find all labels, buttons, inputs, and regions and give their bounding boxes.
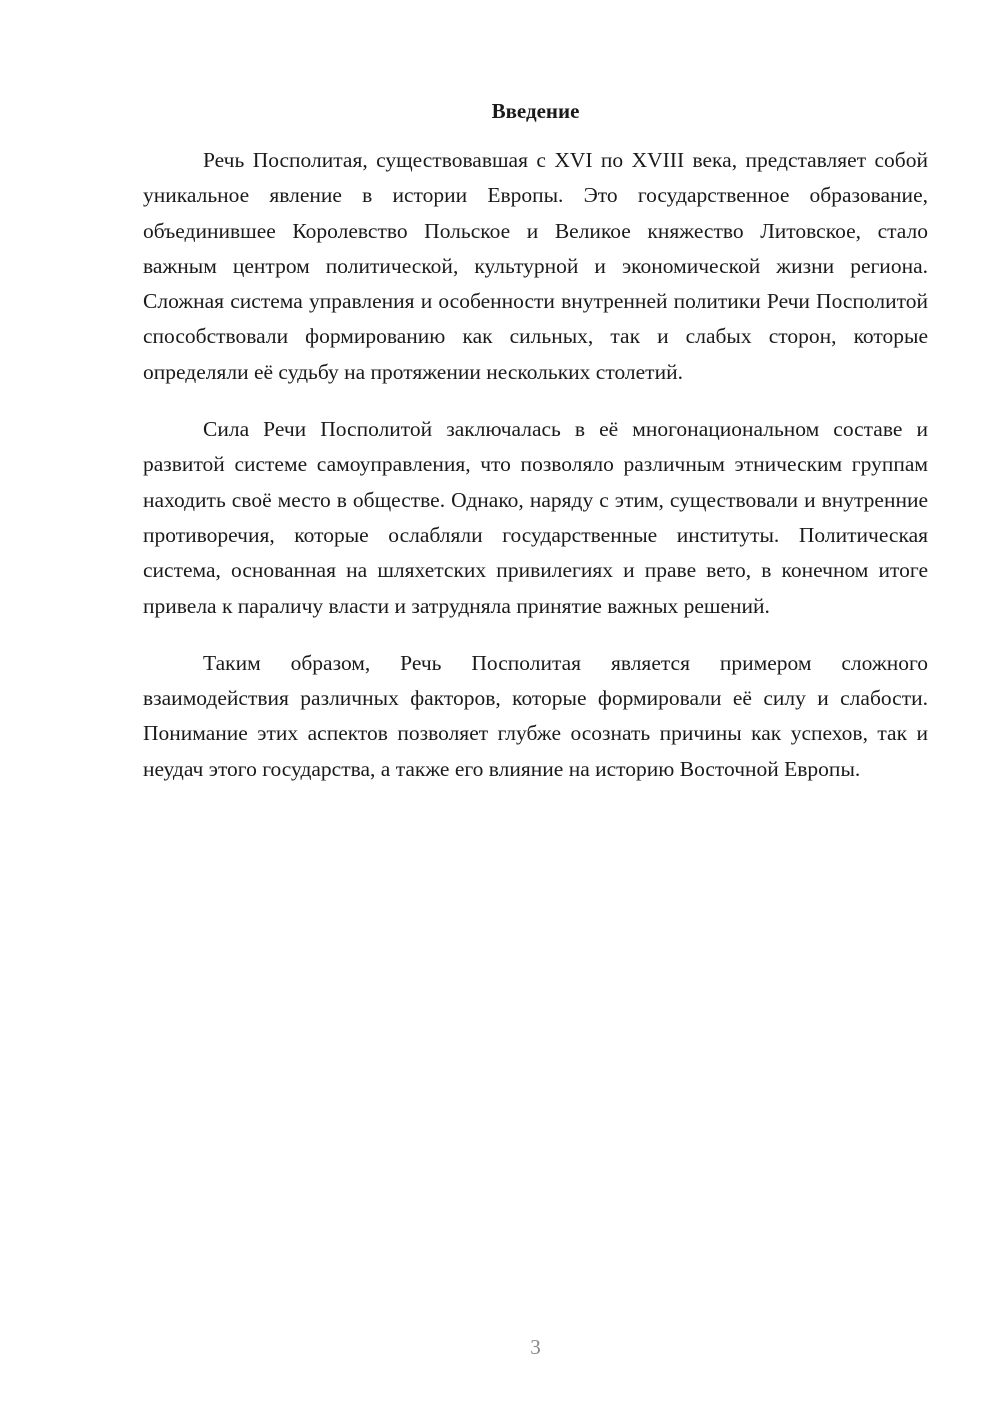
document-body bbox=[143, 143, 928, 809]
section-title: Введение bbox=[491, 99, 580, 123]
paragraph: Речь Посполитая, существовавшая с XVI по XVIII века, представляет собой уникальное явление в истории Европы. Это государственное образование, объединившее Королевство Польское и Великое княжество Литовское, стало важным центром политической, культурной и экономической жизни региона. Сложная система управления и особенности внутренней политики Речи Посполитой способствовали формированию как сильных, так и слабых сторон, которые определяли её судьбу на протяжении нескольких столетий. bbox=[143, 148, 928, 384]
paragraph: Сила Речи Посполитой заключалась в её многонациональном составе и развитой системе самоуправления, что позволяло различным этническим группам находить своё место в обществе. Однако, наряду с этим, существовали и внутренние противоречия, которые ослабляли государственные институты. Политическая система, основанная на шляхетских привилегиях и праве вето, в конечном итоге привела к параличу власти и затрудняла принятие важных решений. bbox=[143, 417, 928, 618]
paragraph: Таким образом, Речь Посполитая является примером сложного взаимодействия различных факторов, которые формировали её силу и слабости. Понимание этих аспектов позволяет глубже осознать причины как успехов, так и неудач этого государства, а также его влияние на историю Восточной Европы. bbox=[143, 650, 928, 781]
page-number: 3 bbox=[530, 1335, 541, 1359]
